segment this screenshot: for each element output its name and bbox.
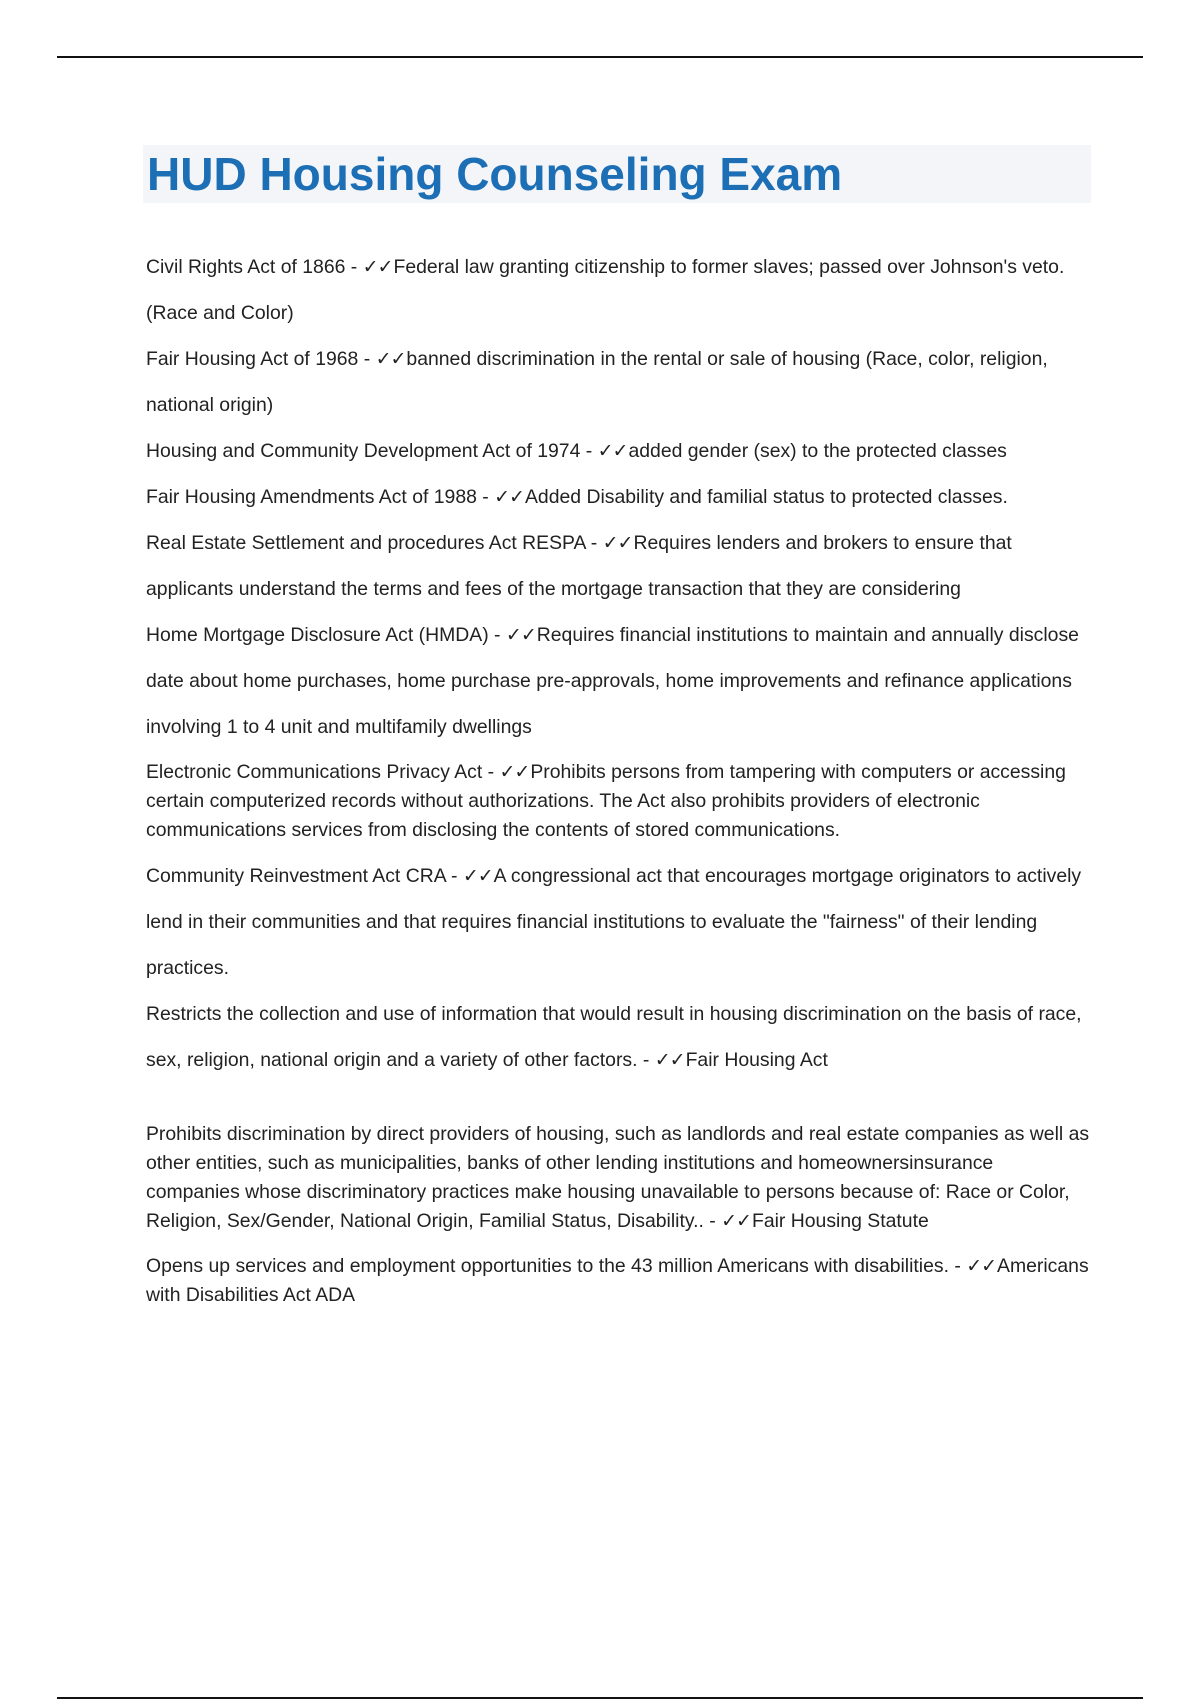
double-check-icon: ✓✓ — [494, 486, 524, 508]
entry-term: Restricts the collection and use of information that would result in housing discrimination on the basis of race, sex, religion, national origin and a variety of other factors. — [146, 1003, 1082, 1071]
entry-definition: banned discrimination in the rental or sale of housing (Race, color, religion, national origin) — [146, 348, 1048, 416]
double-check-icon: ✓✓ — [654, 1049, 685, 1071]
flashcard-entry — [146, 1083, 1091, 1244]
entry-term: Community Reinvestment Act CRA — [146, 865, 446, 887]
entry-term: Civil Rights Act of 1866 — [146, 256, 346, 278]
flashcard-entry — [146, 1244, 1091, 1318]
entry-separator: - — [358, 348, 376, 370]
bottom-rule — [57, 1697, 1143, 1699]
entry-definition: added gender (sex) to the protected classes — [628, 440, 1007, 462]
entry-definition: Prohibits persons from tampering with computers or accessing certain computerized records without authorizations. The Act also prohibits providers of electronic communications services from disclosing the contents of stored communications. — [146, 761, 1066, 841]
entry-separator: - — [585, 532, 603, 554]
entry-term: Fair Housing Act of 1968 — [146, 348, 359, 370]
double-check-icon: ✓✓ — [966, 1255, 997, 1277]
entry-separator: - — [476, 486, 495, 508]
entry-term: Opens up services and employment opportunities to the 43 million Americans with disabilities. — [146, 1255, 949, 1277]
entry-separator: - — [637, 1049, 655, 1071]
double-check-icon: ✓✓ — [721, 1210, 751, 1232]
entry-term: Home Mortgage Disclosure Act (HMDA) — [146, 624, 489, 646]
flashcard-entry — [146, 991, 1091, 1083]
flashcard-entry — [146, 336, 1091, 428]
entry-separator: - — [345, 256, 363, 278]
entry-separator: - — [488, 624, 506, 646]
entry-term: Fair Housing Amendments Act of 1988 — [146, 486, 477, 508]
entry-term: Real Estate Settlement and procedures Act RESPA — [146, 532, 586, 554]
flashcard-entry — [146, 474, 1091, 520]
double-check-icon: ✓✓ — [462, 865, 493, 887]
entry-definition: Fair Housing Statute — [751, 1210, 929, 1232]
page-title: HUD Housing Counseling Exam — [147, 148, 843, 200]
flashcard-entry — [146, 520, 1091, 612]
entry-separator: - — [580, 440, 598, 462]
flashcard-entry — [146, 612, 1091, 750]
entry-definition: Americans with Disabilities Act ADA — [146, 1255, 1089, 1306]
entry-separator: - — [948, 1255, 967, 1277]
flashcard-list — [146, 244, 1091, 1318]
entry-term: Housing and Community Development Act of 1974 — [146, 440, 581, 462]
double-check-icon: ✓✓ — [597, 440, 628, 462]
double-check-icon: ✓✓ — [505, 624, 536, 646]
double-check-icon: ✓✓ — [375, 348, 406, 370]
entry-definition: Requires financial institutions to maintain and annually disclose date about home purchases, home purchase pre-approvals, home improvements and refinance applications involving 1 to 4 unit and multifamily dwellings — [146, 624, 1079, 738]
entry-separator: - — [703, 1210, 722, 1232]
double-check-icon: ✓✓ — [602, 532, 633, 554]
entry-definition: Added Disability and familial status to protected classes. — [524, 486, 1008, 508]
entry-definition: A congressional act that encourages mortgage originators to actively lend in their communities and that requires financial institutions to evaluate the "fairness" of their lending practices. — [146, 865, 1082, 979]
top-rule — [57, 56, 1143, 58]
flashcard-entry — [146, 750, 1091, 853]
entry-definition: Requires lenders and brokers to ensure that applicants understand the terms and fees of the mortgage transaction that they are considering — [146, 532, 1012, 600]
double-check-icon: ✓✓ — [362, 256, 393, 278]
entry-definition: Federal law granting citizenship to former slaves; passed over Johnson's veto. (Race and Color) — [146, 256, 1065, 324]
double-check-icon: ✓✓ — [499, 761, 530, 783]
flashcard-entry — [146, 244, 1091, 336]
entry-term: Prohibits discrimination by direct providers of housing, such as landlords and real estate companies as well as other entities, such as municipalities, banks of other lending institutions and homeownersinsurance companies whose discriminatory practices make housing unavailable to persons because of: Race or Color, Religion, Sex/Gender, National Origin, Familial Status, Disability.. — [146, 1123, 1090, 1232]
entry-separator: - — [445, 865, 463, 887]
entry-term: Electronic Communications Privacy Act — [146, 761, 483, 783]
entry-separator: - — [482, 761, 500, 783]
entry-definition: Fair Housing Act — [685, 1049, 828, 1071]
flashcard-entry — [146, 853, 1091, 991]
flashcard-entry — [146, 428, 1091, 474]
